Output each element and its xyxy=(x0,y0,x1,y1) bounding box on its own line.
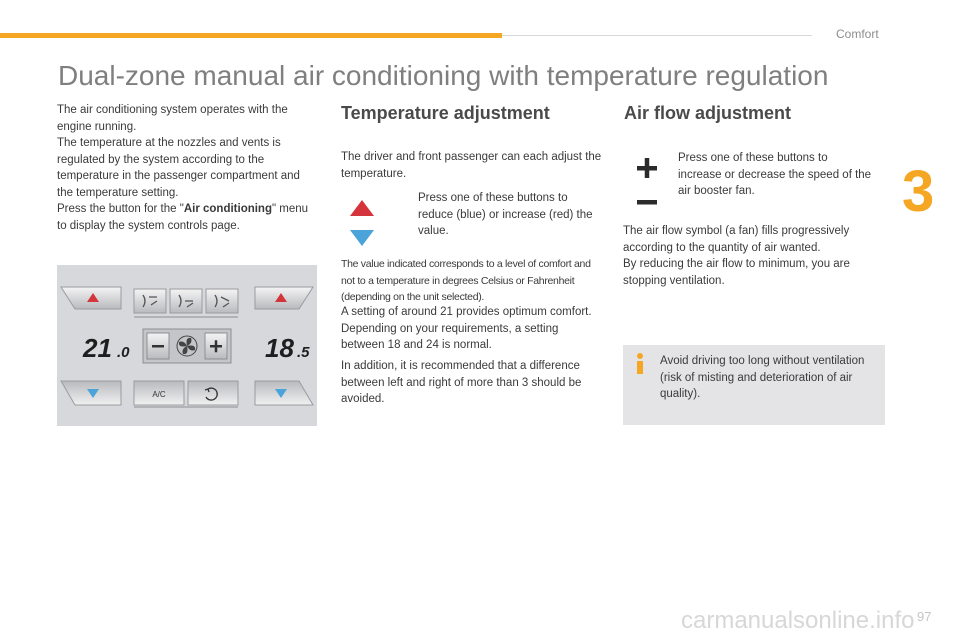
svg-text:A/C: A/C xyxy=(152,390,166,399)
right-temp-down-button[interactable] xyxy=(255,381,313,405)
right-temperature-display xyxy=(265,333,310,363)
svg-text:.5: .5 xyxy=(297,344,310,361)
intro-line-2: The temperature at the nozzles and vents is regulated by the system according to the temperature in the passenger compartment and the temperature setting. xyxy=(57,137,300,199)
left-temp-down-button[interactable] xyxy=(61,381,121,405)
section-label: Comfort xyxy=(836,27,879,41)
info-text: Avoid driving too long without ventilation (risk of misting and deterioration of air quality). xyxy=(660,355,865,400)
temperature-heading: Temperature adjustment xyxy=(341,103,550,123)
fan-increase-button[interactable] xyxy=(205,333,227,359)
ac-button[interactable] xyxy=(134,381,184,405)
left-temp-up-button[interactable] xyxy=(61,287,121,309)
increase-arrow-icon xyxy=(349,198,375,218)
fan-decrease-button[interactable] xyxy=(147,333,169,359)
temperature-difference-text: In addition, it is recommended that a difference between left and right of more than 3 should be avoided. xyxy=(341,360,582,405)
temperature-optimum-text: A setting of around 21 provides optimum comfort. Depending on your requirements, a setting between 18 and 24 is normal. xyxy=(341,306,592,351)
airflow-buttons-text: Press one of these buttons to increase or decrease the speed of the air booster fan. xyxy=(678,152,872,197)
watermark: carmanualsonline.info xyxy=(681,607,915,634)
intro-line-3: Press the button for the "Air conditioning" menu to display the system controls page. xyxy=(57,203,309,232)
airflow-min-text: By reducing the air flow to minimum, you are stopping ventilation. xyxy=(623,258,850,287)
recirculation-button[interactable] xyxy=(188,381,238,405)
temperature-note: The value indicated corresponds to a level of comfort and not to a temperature in degrees Celsius or Fahrenheit (depending on the unit selected). xyxy=(341,258,591,303)
temperature-buttons-text: Press one of these buttons to reduce (blue) or increase (red) the value. xyxy=(418,192,593,237)
air-distribution-buttons[interactable] xyxy=(134,289,238,317)
page-number: 97 xyxy=(917,609,932,624)
svg-text:.0: .0 xyxy=(117,344,130,361)
decrease-arrow-icon xyxy=(349,228,375,248)
intro-text xyxy=(57,102,312,234)
right-temp-up-button[interactable] xyxy=(255,287,313,309)
intro-line-1: The air conditioning system operates with the engine running. xyxy=(57,104,288,133)
airflow-fan-text: The air flow symbol (a fan) fills progressively according to the quantity of air wanted. xyxy=(623,225,850,254)
svg-text:21: 21 xyxy=(83,333,112,363)
info-icon xyxy=(631,352,649,376)
page-title: Dual-zone manual air conditioning with temperature regulation xyxy=(58,60,829,91)
header-divider xyxy=(502,35,812,36)
menu-name: Air conditioning xyxy=(183,203,272,215)
chapter-number: 3 xyxy=(902,159,935,224)
airflow-description xyxy=(623,223,881,289)
airflow-heading: Air flow adjustment xyxy=(624,103,792,123)
left-temperature-display xyxy=(82,333,130,363)
svg-text:18: 18 xyxy=(265,333,294,363)
temperature-intro: The driver and front passenger can each adjust the temperature. xyxy=(341,151,602,180)
control-panel-image xyxy=(57,265,317,426)
header-accent-bar xyxy=(0,33,502,38)
plus-minus-icon xyxy=(634,156,660,210)
